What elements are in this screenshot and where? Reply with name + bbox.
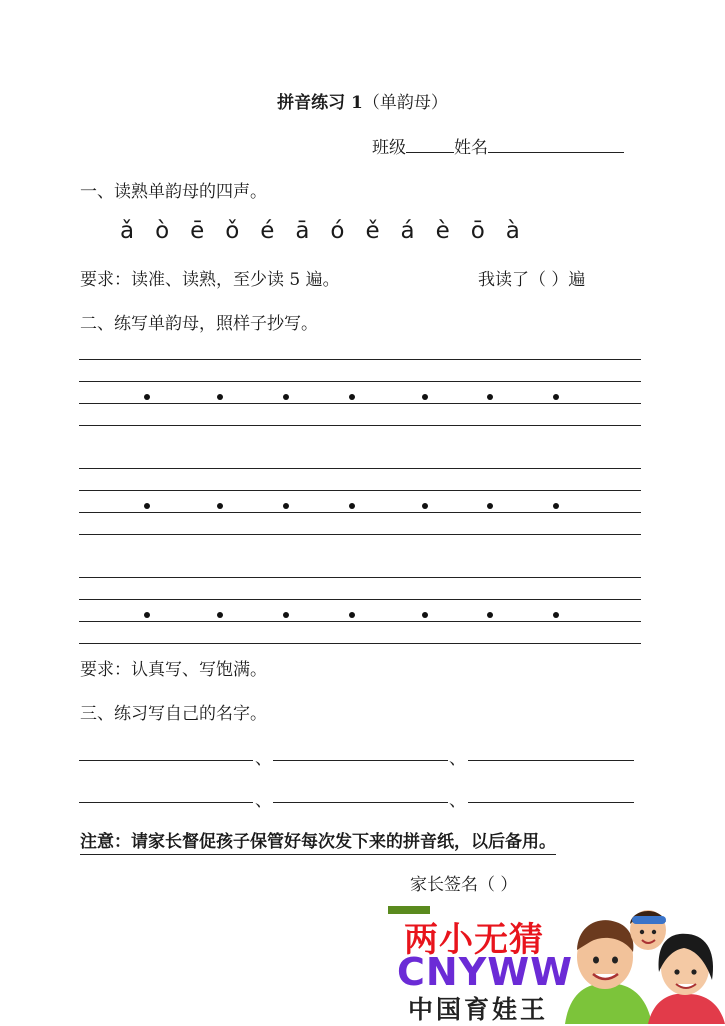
example-dot — [283, 394, 289, 400]
example-dot — [144, 503, 150, 509]
parent-signature: 家长签名（ ） — [410, 875, 518, 895]
name-blank-line[interactable] — [273, 802, 448, 803]
page-title — [0, 88, 725, 113]
example-dot — [217, 503, 223, 509]
name-separator: 、 — [255, 791, 272, 811]
watermark-en: CNYWW — [397, 950, 574, 994]
writing-line — [79, 643, 641, 644]
read-count: 我读了（ ）遍 — [478, 270, 586, 290]
title-sub: （单韵母） — [362, 93, 448, 113]
pinyin-letter: ǒ — [225, 218, 240, 244]
requirement-write: 要求：认真写、写饱满。 — [80, 660, 267, 680]
example-dot — [553, 503, 559, 509]
example-dot — [487, 503, 493, 509]
name-separator: 、 — [255, 749, 272, 769]
pinyin-letter: ó — [330, 218, 345, 244]
example-dot — [349, 394, 355, 400]
name-blank-line[interactable] — [468, 802, 634, 803]
name-blank[interactable] — [488, 134, 624, 153]
writing-line — [79, 381, 641, 382]
name-blank-line[interactable] — [79, 760, 253, 761]
example-dot — [144, 612, 150, 618]
name-label: 姓名 — [454, 138, 488, 158]
writing-line — [79, 534, 641, 535]
class-name-line — [372, 133, 624, 158]
example-dot — [349, 503, 355, 509]
pinyin-letter: à — [505, 218, 520, 244]
example-dot — [422, 612, 428, 618]
example-dot — [349, 612, 355, 618]
pinyin-letter: ǎ — [120, 218, 135, 244]
example-dot — [487, 394, 493, 400]
pinyin-letter: ō — [470, 218, 485, 244]
writing-line — [79, 403, 641, 404]
writing-line — [79, 512, 641, 513]
section3-heading: 三、练习写自己的名字。 — [80, 704, 267, 724]
notice: 注意：请家长督促孩子保管好每次发下来的拼音纸，以后备用。 — [80, 827, 556, 855]
writing-line — [79, 359, 641, 360]
pinyin-letter: ò — [155, 218, 170, 244]
pinyin-letter: ě — [365, 218, 380, 244]
pinyin-letter: ā — [295, 218, 310, 244]
name-blank-line[interactable] — [468, 760, 634, 761]
writing-line — [79, 490, 641, 491]
watermark-sub: 中国育娃王 — [408, 995, 549, 1024]
example-dot — [422, 394, 428, 400]
example-dot — [217, 612, 223, 618]
class-label: 班级 — [372, 138, 406, 158]
writing-line — [79, 425, 641, 426]
title-main: 拼音练习 1 — [277, 93, 363, 113]
example-dot — [283, 503, 289, 509]
class-blank[interactable] — [406, 134, 454, 153]
writing-line — [79, 599, 641, 600]
example-dot — [487, 612, 493, 618]
pinyin-letter: á — [400, 218, 415, 244]
name-blank-line[interactable] — [79, 802, 253, 803]
example-dot — [144, 394, 150, 400]
name-separator: 、 — [449, 791, 466, 811]
pinyin-row — [120, 218, 520, 244]
name-separator: 、 — [449, 749, 466, 769]
writing-line — [79, 621, 641, 622]
example-dot — [217, 394, 223, 400]
requirement-read: 要求：读准、读熟，至少读 5 遍。 — [80, 270, 340, 290]
writing-line — [79, 468, 641, 469]
mascot-illustration — [560, 902, 725, 1024]
writing-line — [79, 577, 641, 578]
example-dot — [283, 612, 289, 618]
example-dot — [553, 612, 559, 618]
name-blank-line[interactable] — [273, 760, 448, 761]
watermark-cn: 两小无猜 — [404, 920, 544, 960]
pinyin-letter: é — [260, 218, 275, 244]
section2-heading: 二、练写单韵母，照样子抄写。 — [80, 314, 318, 334]
section1-heading: 一、读熟单韵母的四声。 — [80, 182, 267, 202]
example-dot — [553, 394, 559, 400]
pinyin-letter: è — [435, 218, 450, 244]
example-dot — [422, 503, 428, 509]
pinyin-letter: ē — [190, 218, 205, 244]
